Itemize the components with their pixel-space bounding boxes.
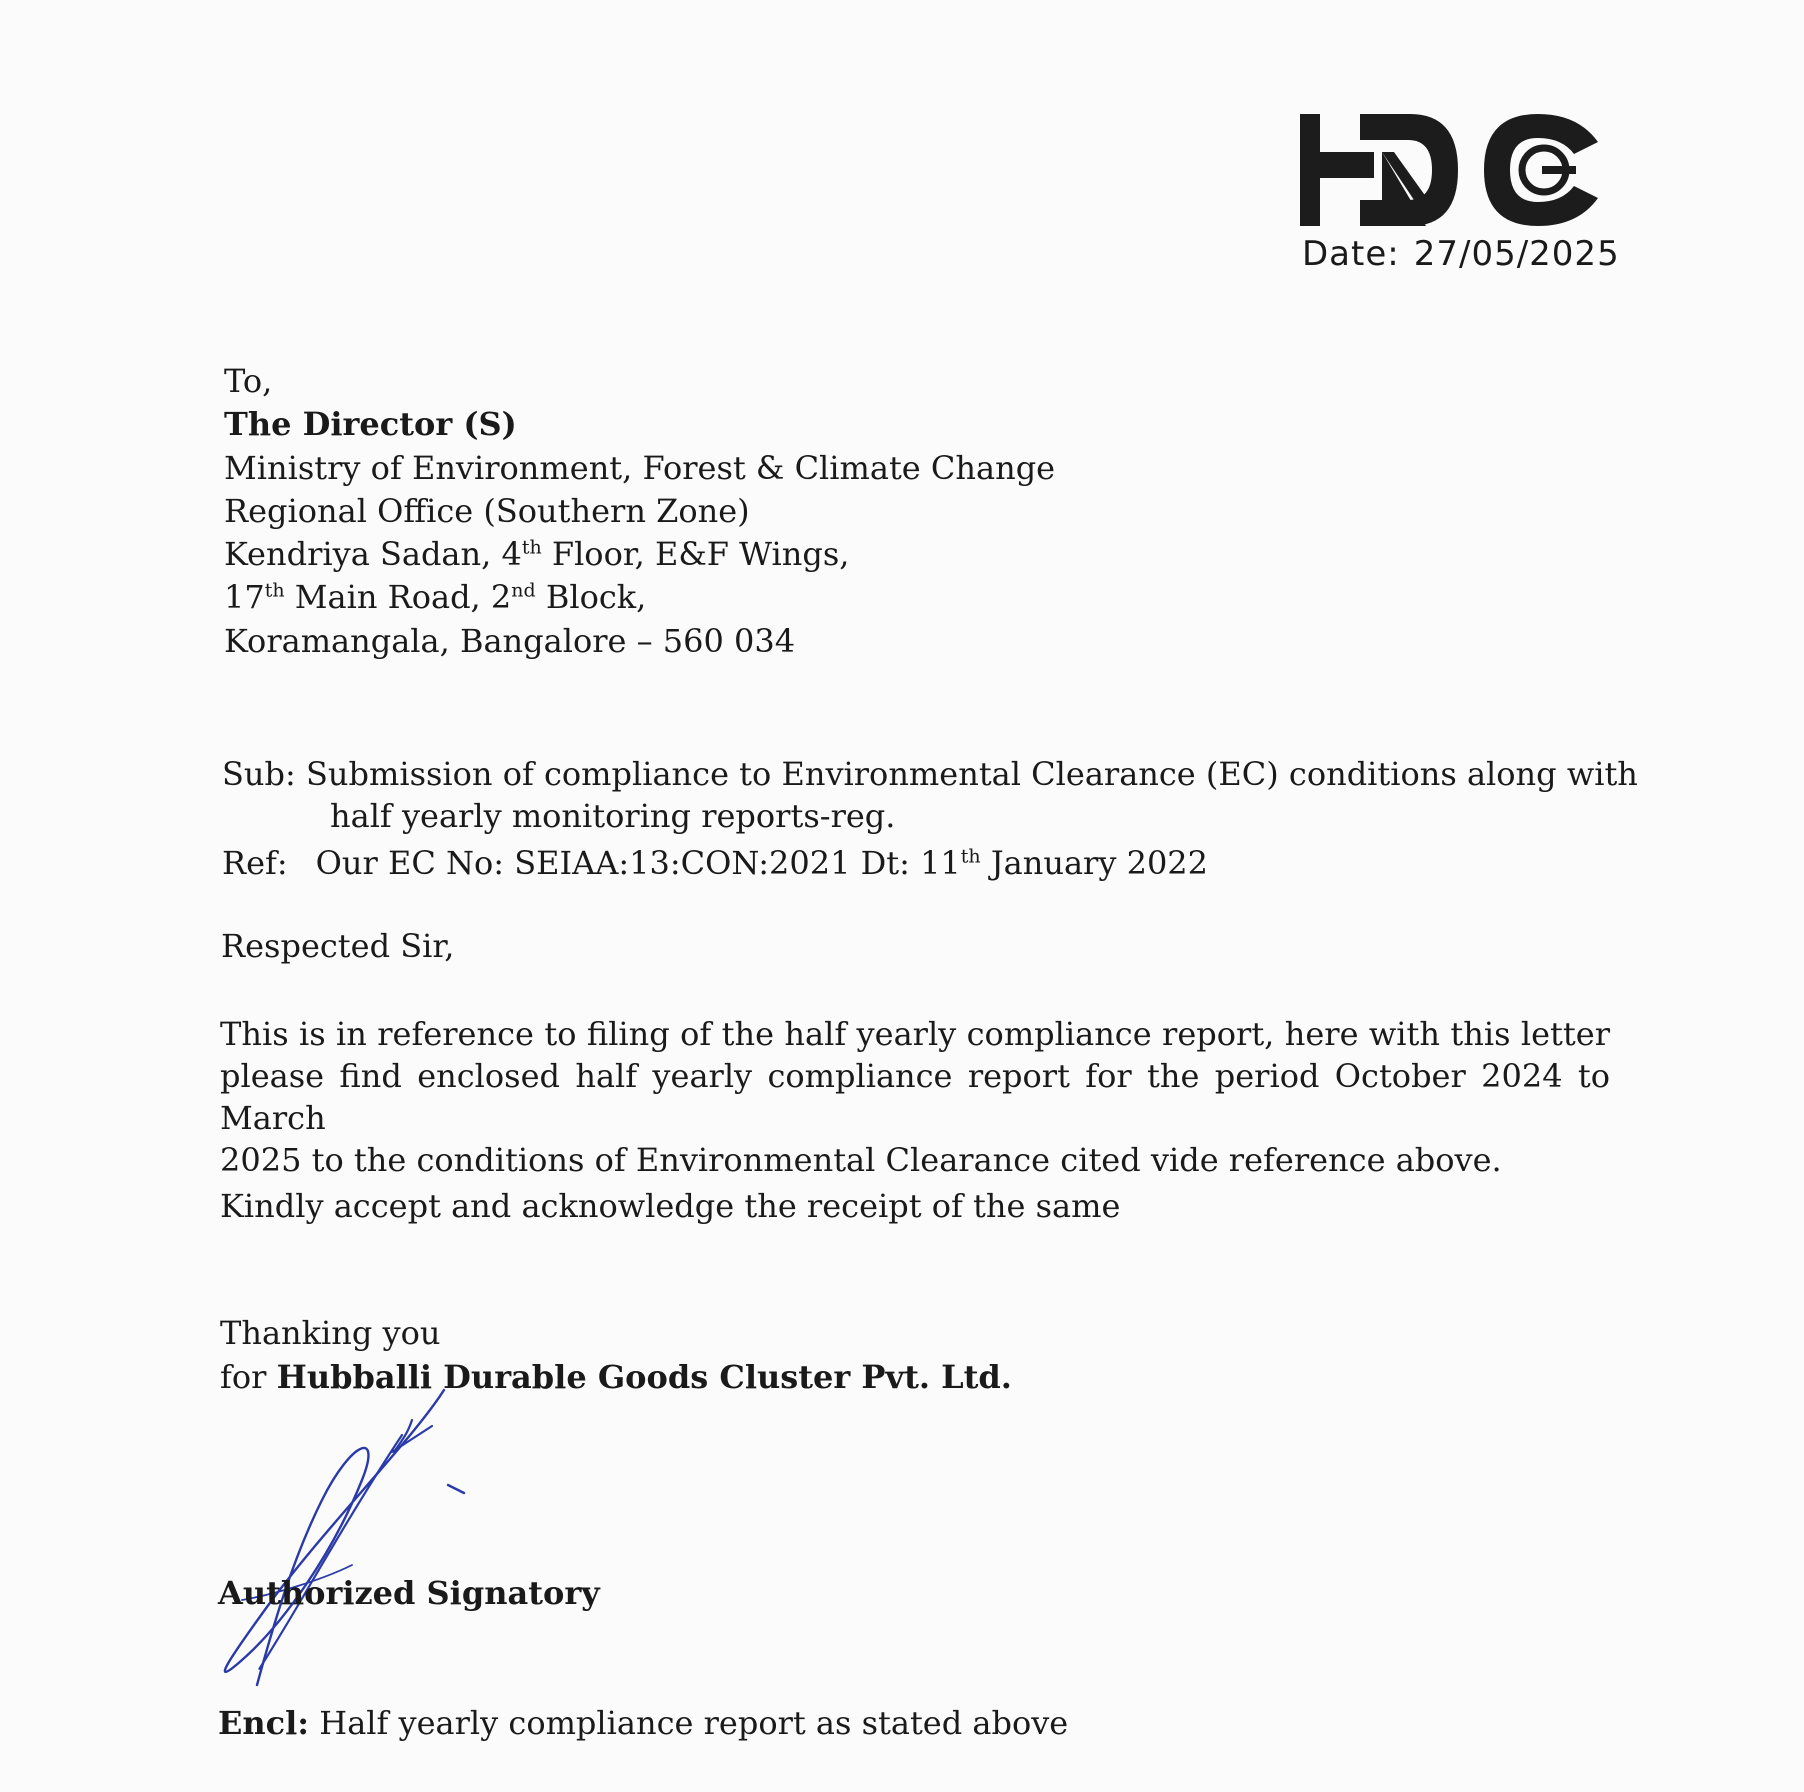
subject-text-1: Submission of compliance to Environmental Clearance (EC) conditions along with bbox=[305, 755, 1638, 793]
greeting: Respected Sir, bbox=[221, 927, 455, 965]
enclosure-text: Half yearly compliance report as stated above bbox=[309, 1704, 1069, 1742]
enclosure-line bbox=[218, 1702, 1068, 1744]
body-line-3: 2025 to the conditions of Environmental Clearance cited vide reference above. bbox=[220, 1141, 1502, 1179]
body-line-1: This is in reference to filing of the half yearly compliance report, here with this letter bbox=[220, 1015, 1610, 1053]
body-line-2: please find enclosed half yearly compliance report for the period October 2024 to March bbox=[220, 1057, 1610, 1137]
recipient-line-city: Koramangala, Bangalore – 560 034 bbox=[224, 622, 796, 660]
recipient-line-ministry: Ministry of Environment, Forest & Climate Change bbox=[224, 449, 1056, 487]
request-line: Kindly accept and acknowledge the receipt of the same bbox=[220, 1187, 1121, 1225]
date-label: Date: bbox=[1302, 234, 1400, 274]
reference-label: Ref: bbox=[222, 844, 288, 882]
recipient-line-road: 17th Main Road, 2nd Block, bbox=[224, 578, 647, 616]
authorized-signatory: Authorized Signatory bbox=[218, 1574, 600, 1612]
signature-dash bbox=[446, 1482, 468, 1496]
body-paragraph bbox=[220, 1013, 1610, 1181]
date-value: 27/05/2025 bbox=[1413, 234, 1620, 274]
recipient-line-office: Regional Office (Southern Zone) bbox=[224, 492, 750, 530]
handwritten-signature bbox=[212, 1380, 482, 1700]
recipient-salutation: To, bbox=[224, 362, 273, 400]
reference-line bbox=[222, 842, 1208, 884]
recipient-line-building: Kendriya Sadan, 4th Floor, E&F Wings, bbox=[224, 535, 850, 573]
recipient-title: The Director (S) bbox=[224, 405, 517, 443]
company-name: Hubballi Durable Goods Cluster Pvt. Ltd. bbox=[276, 1358, 1012, 1396]
reference-text: Our EC No: SEIAA:13:CON:2021 Dt: 11th January 2022 bbox=[315, 844, 1209, 882]
enclosure-label: Encl: bbox=[218, 1704, 310, 1742]
closing-thanks: Thanking you bbox=[220, 1314, 441, 1352]
subject-text-2: half yearly monitoring reports-reg. bbox=[330, 797, 896, 835]
letter-date bbox=[1302, 234, 1620, 274]
subject-line bbox=[222, 753, 1638, 795]
closing-company-line: for Hubballi Durable Goods Cluster Pvt. Ltd. bbox=[220, 1358, 1012, 1396]
subject-label: Sub: bbox=[222, 755, 296, 793]
hdc-logo bbox=[1298, 112, 1600, 232]
